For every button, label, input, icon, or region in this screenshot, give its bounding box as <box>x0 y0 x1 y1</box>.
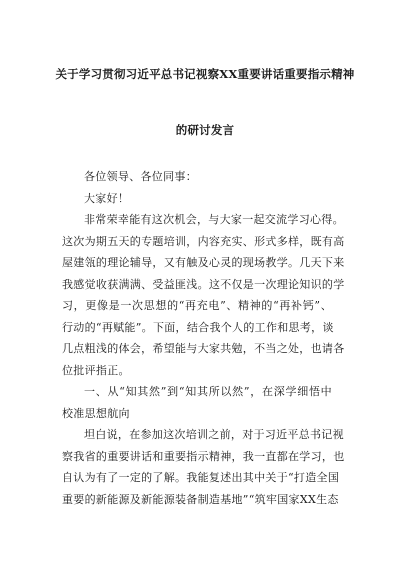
para2-line: 坦白说，在参加这次培训之前，对于习近平总书记视 <box>84 428 344 441</box>
para2-line: 自认为有了一定的了解。我能复述出其中关于“打造全国 <box>62 471 340 484</box>
para1-line: 非常荣幸能有这次机会，与大家一起交流学习心得。 <box>84 213 344 226</box>
para1-line: 习，更像是一次思想的“再充电”、精神的“再补钙”、 <box>62 299 332 312</box>
document-title-line-1: 关于学习贯彻习近平总书记视察XX重要讲话重要指示精神 <box>55 67 355 81</box>
para1-line: 这次为期五天的专题培训，内容充实、形式多样，既有高 <box>62 234 345 248</box>
para1-line: 行动的“再赋能”。下面，结合我个人的工作和思考，谈 <box>62 320 334 334</box>
para2-line: 重要的新能源及新能源装备制造基地”“筑牢国家XX生态 <box>62 492 339 506</box>
para1-line: 几点粗浅的体会，希望能与大家共勉，不当之处，也请各 <box>62 342 345 355</box>
document-title-line-2: 的研讨发言 <box>175 123 235 137</box>
para2-line: 察我省的重要讲话和重要指示精神，我一直都在学习，也 <box>62 449 345 463</box>
salutation: 各位领导、各位同事： <box>84 170 197 183</box>
para1-line: 屋建瓴的理论辅导，又有触及心灵的现场教学。几天下来 <box>62 256 345 269</box>
document-body <box>62 166 345 510</box>
greeting: 大家好！ <box>84 191 130 205</box>
para1-line: 位批评指正。 <box>62 363 130 377</box>
section-heading-line: 校准思想航向 <box>62 406 130 420</box>
section-heading-line: 一、从“知其然”到“知其所以然”，在深学细悟中 <box>84 385 332 398</box>
para1-line: 我感觉收获满满、受益匪浅。这不仅是一次理论知识的学 <box>62 277 345 291</box>
